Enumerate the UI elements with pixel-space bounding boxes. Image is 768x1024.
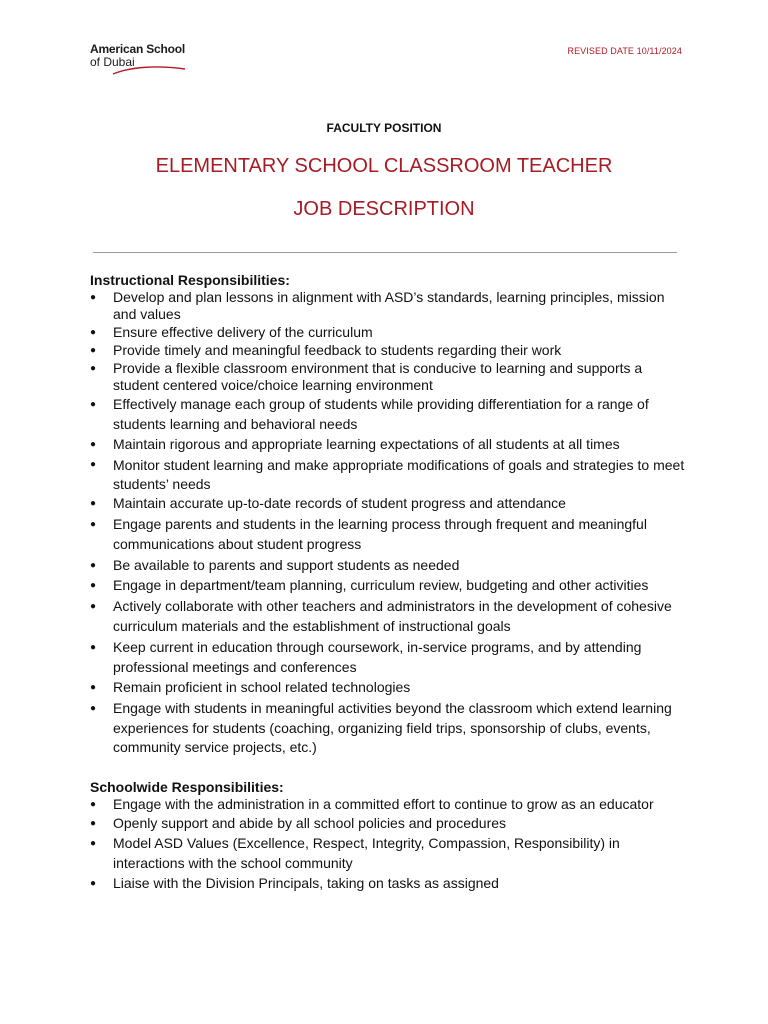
revised-date: REVISED DATE 10/11/2024: [567, 46, 682, 56]
faculty-position-label: FACULTY POSITION: [326, 121, 442, 135]
school-logo: [90, 43, 190, 77]
list-item: ● Maintain rigorous and appropriate learning expectations of all students at all times: [90, 436, 690, 453]
list-item: ● Remain proficient in school related technologies: [90, 679, 690, 696]
section-heading: Schoolwide Responsibilities:: [90, 779, 284, 795]
logo-line-1: American School: [90, 42, 186, 56]
list-item: ● Engage with students in meaningful activities beyond the classroom which extend learning experiences for students (coaching, organizing field trips, sponsorship of clubs, events, community service projects, etc.): [90, 699, 690, 758]
logo-line-2: of Dubai: [90, 55, 135, 69]
responsibility-list: [90, 289, 690, 758]
list-item: ● Engage with the administration in a committed effort to continue to grow as an educator: [90, 796, 690, 813]
schoolwide-responsibilities-section: [90, 779, 690, 892]
responsibility-list: [90, 796, 690, 892]
page-title: ELEMENTARY SCHOOL CLASSROOM TEACHER: [155, 155, 613, 177]
list-item: ● Liaise with the Division Principals, taking on tasks as assigned: [90, 875, 690, 892]
list-item: ● Maintain accurate up-to-date records of student progress and attendance: [90, 495, 690, 512]
page-subtitle: JOB DESCRIPTION: [293, 198, 475, 220]
list-item: ● Keep current in education through coursework, in-service programs, and by attending professional meetings and conferences: [90, 638, 690, 677]
list-item: ● Monitor student learning and make appropriate modifications of goals and strategies to meet students’ needs: [90, 456, 690, 493]
list-item: ● Effectively manage each group of students while providing differentiation for a range of students learning and behavioral needs: [90, 395, 690, 434]
list-item: ● Be available to parents and support students as needed: [90, 557, 690, 574]
list-item: ● Model ASD Values (Excellence, Respect, Integrity, Compassion, Responsibility) in interactions with the school community: [90, 834, 690, 873]
list-item: ● Provide a flexible classroom environment that is conducive to learning and supports a student centered voice/choice learning environment: [90, 360, 690, 394]
list-item: ● Provide timely and meaningful feedback to students regarding their work: [90, 342, 690, 359]
logo-swoosh-icon: [112, 63, 186, 75]
list-item: ● Actively collaborate with other teachers and administrators in the development of cohesive curriculum materials and the establishment of instructional goals: [90, 597, 690, 636]
divider: [93, 252, 677, 253]
list-item: ● Engage in department/team planning, curriculum review, budgeting and other activities: [90, 577, 690, 594]
list-item: ● Ensure effective delivery of the curriculum: [90, 324, 690, 341]
instructional-responsibilities-section: [90, 272, 690, 758]
section-heading: Instructional Responsibilities:: [90, 272, 290, 288]
list-item: ● Openly support and abide by all school policies and procedures: [90, 815, 690, 832]
list-item: ● Engage parents and students in the learning process through frequent and meaningful communications about student progress: [90, 515, 690, 554]
list-item: ● Develop and plan lessons in alignment with ASD’s standards, learning principles, mission and values: [90, 289, 690, 323]
